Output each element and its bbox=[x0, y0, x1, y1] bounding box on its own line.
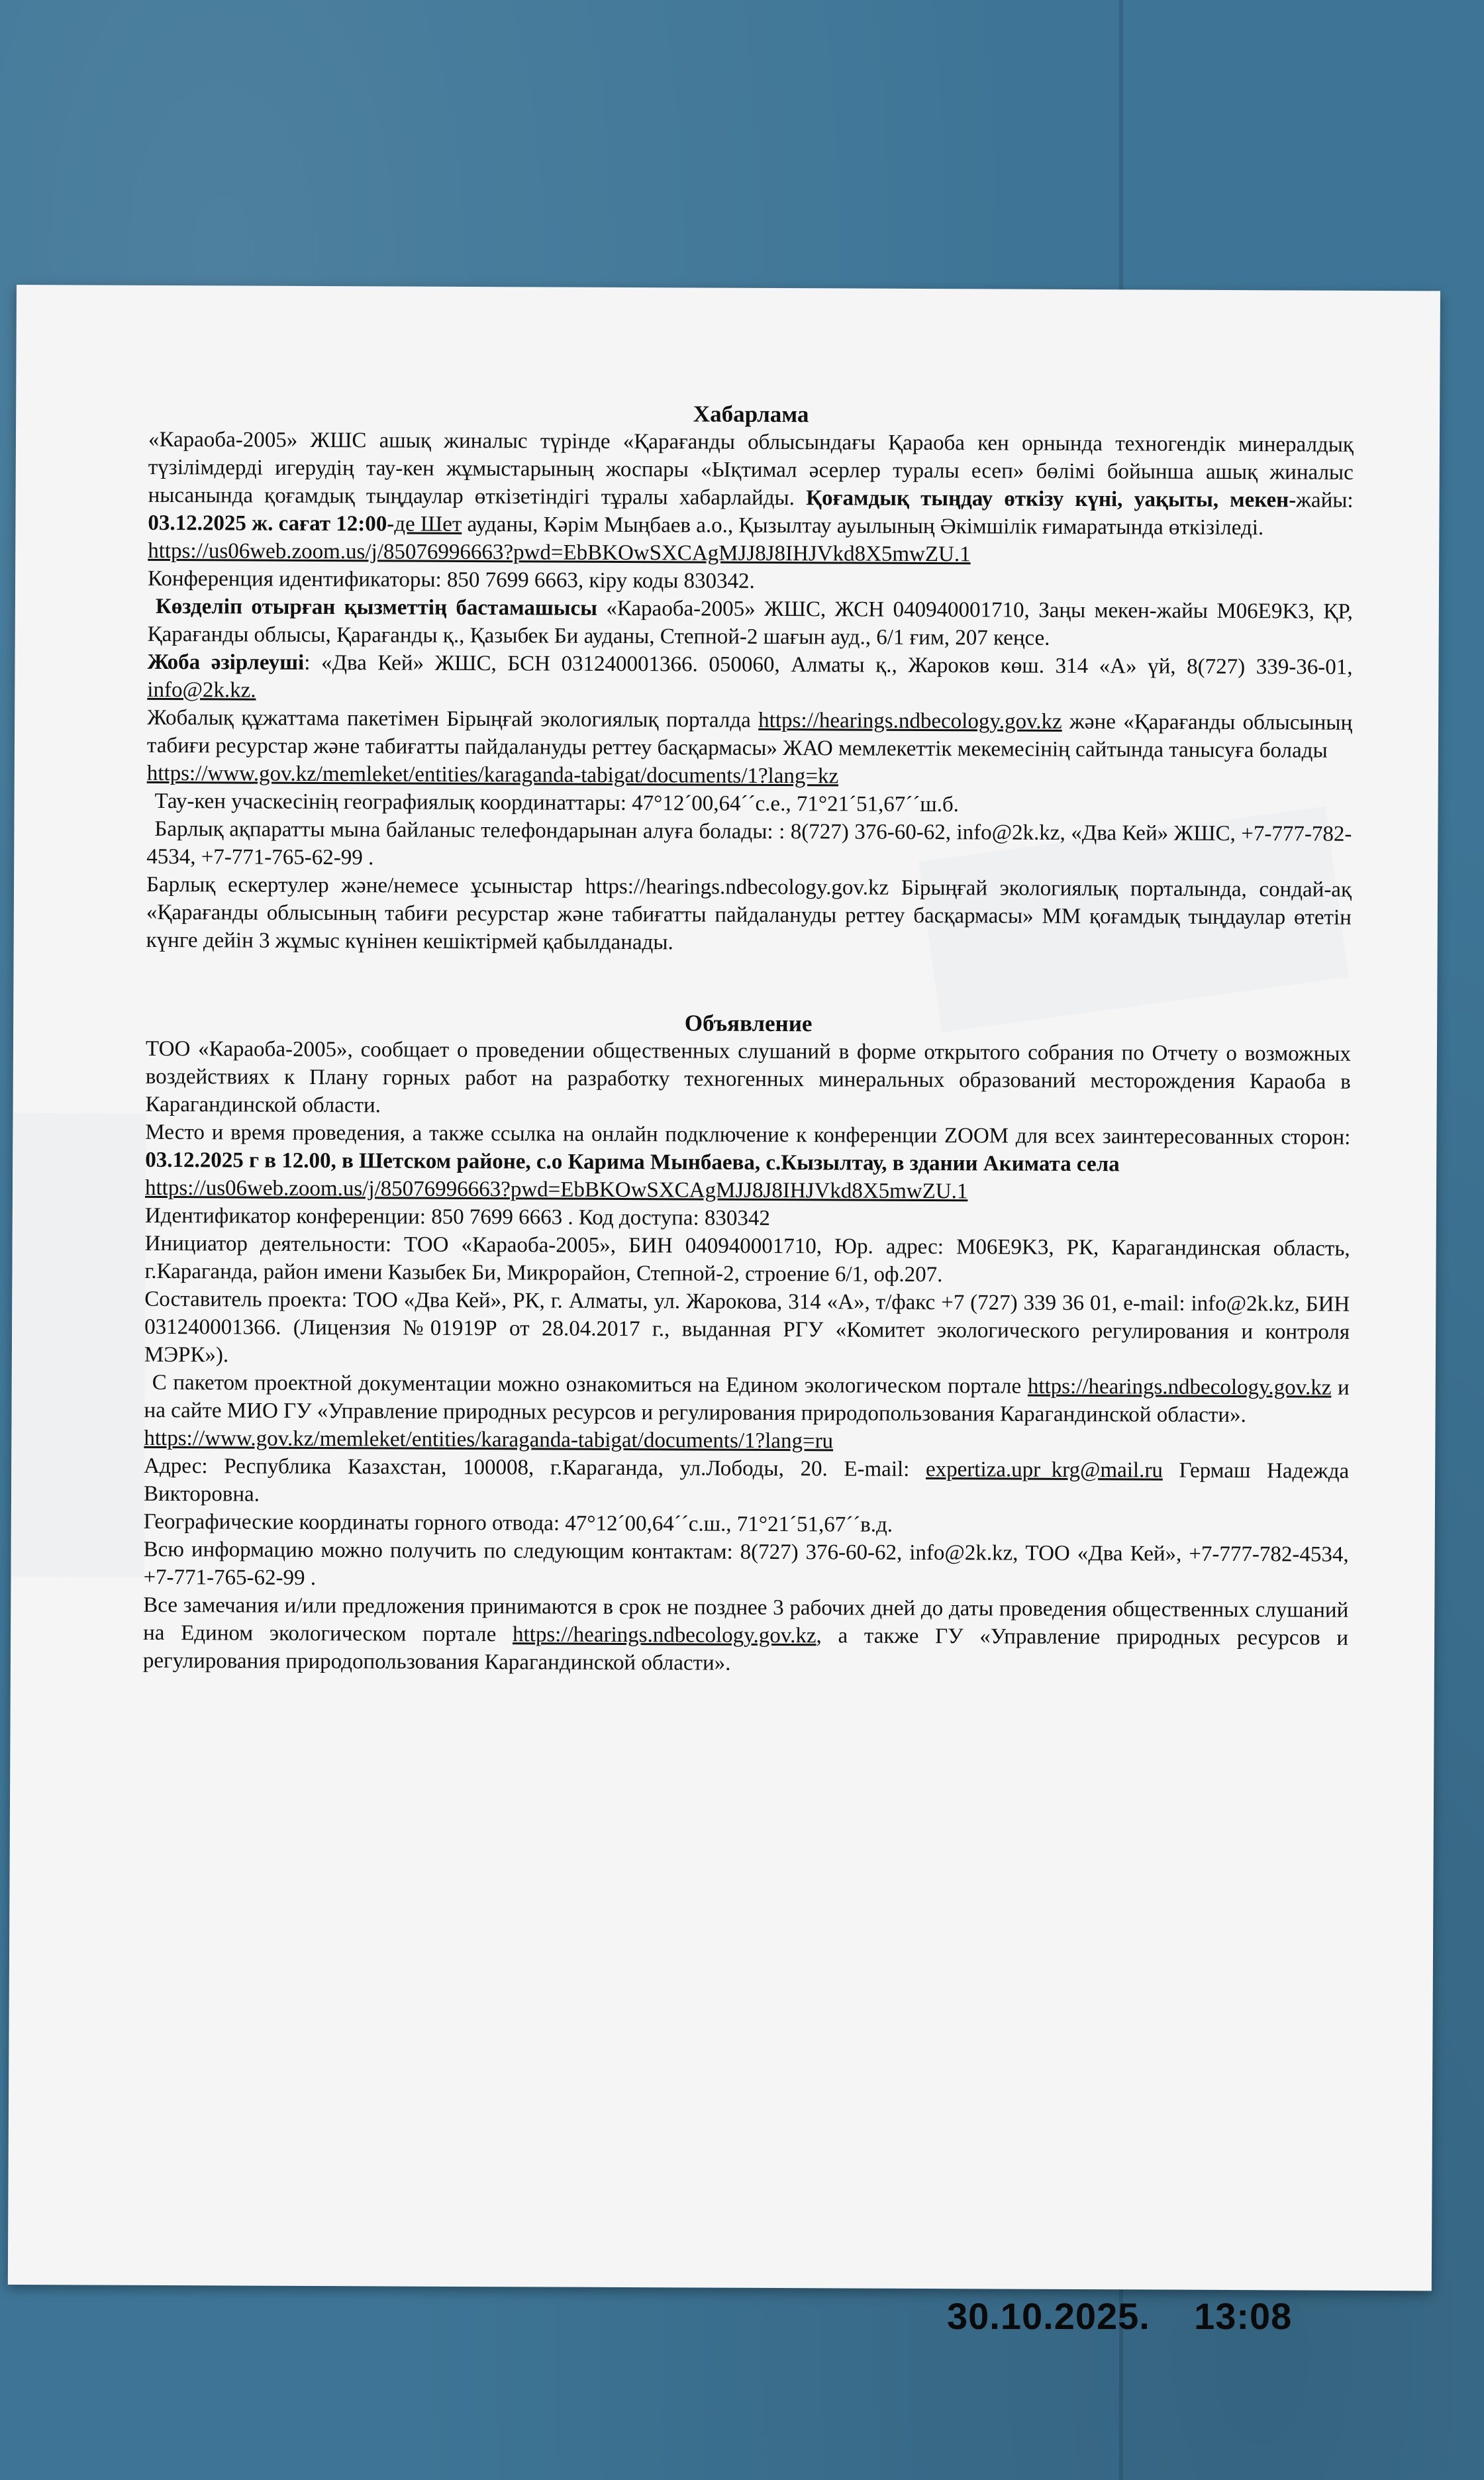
ru-remarks: Все замечания и/или предложения принимаются в срок не позднее 3 рабочих дней до даты проведения общественных слушаний на Едином экологическом портале https://hearings.ndbecology.gov.kz, а также ГУ «Управление природных ресурсов и регулирования природопользования Карагандинской области». bbox=[142, 1593, 1349, 1675]
ru-initiator: Инициатор деятельности: ТОО «Караоба-2005», БИН 040940001710, Юр. адрес: M06E9K3, РК, Карагандинская область, г.Караганда, район имени Казыбек Би, Микрорайон, Степной-2, строение 6/1, оф.207. bbox=[144, 1231, 1350, 1287]
ru-contacts: Всю информацию можно получить по следующим контактам: 8(727) 376-60-62, info@2k.kz, ТОО «Два Кей», +7-777-782-4534, +7-771-765-62-99 . bbox=[143, 1537, 1349, 1590]
photo-time: 13:08 bbox=[1194, 2295, 1293, 2337]
ru-docs-link[interactable]: https://hearings.ndbecology.gov.kz bbox=[1027, 1374, 1332, 1400]
kz-developer: Жоба әзірлеуші: «Два Кей» ЖШС, БСН 031240001366. 050060, Алматы қ., Жароков көш. 314 «А» үй, 8(727) 339-36-01, info@2k.kz. bbox=[147, 650, 1353, 703]
ru-remarks-link[interactable]: https://hearings.ndbecology.gov.kz bbox=[512, 1622, 816, 1648]
kz-developer-email[interactable]: info@2k.kz. bbox=[147, 677, 256, 703]
ru-docs: С пакетом проектной документации можно ознакомиться на Едином экологическом портале https://hearings.ndbecology.gov.kz и на сайте МИО ГУ «Управление природных ресурсов и регулирования природопользования Карагандинской области». bbox=[144, 1370, 1350, 1428]
section-gap bbox=[146, 954, 1351, 1013]
notice-paper bbox=[8, 285, 1440, 2291]
kz-portal: Жобалық құжаттама пакетімен Бірыңғай экологиялық порталда https://hearings.ndbecology.gov.kz және «Қарағанды облысының табиғи ресурстар және табиғатты пайдалануды реттеу басқармасы» ЖАО мемлекеттік мекемесінің сайтында танысуға болады bbox=[146, 705, 1353, 763]
kz-zoom-link[interactable]: https://us06web.zoom.us/j/85076996663?pwd=EbBKOwSXCAgMJJ8J8IHJVkd8X5mwZU.1 bbox=[148, 538, 971, 567]
ru-paragraph-intro: ТОО «Караоба-2005», сообщает о проведении общественных слушаний в форме открытого собрания по Отчету о возможных воздействиях к Плану горных работ на разработку техногенных минеральных образований месторождения Караоба в Карагандинской области. bbox=[145, 1036, 1352, 1118]
ru-place-time: Место и время проведения, а также ссылка на онлайн подключение к конференции ZOOM для всех заинтересованных сторон: 03.12.2025 г в 12.00, в Шетском районе, с.о Карима Мынбаева, с.Кызылтау, в здании Акимата села bbox=[145, 1120, 1351, 1177]
kz-coordinates: Тау-кен учаскесінің географиялық координаттары: 47°12´00,64´´с.е., 71°21´51,67´´ш.б. bbox=[154, 789, 960, 817]
ru-address: Адрес: Республика Казахстан, 100008, г.Караганда, ул.Лободы, 20. E-mail: expertiza.upr_krg@mail.ru Гермаш Надежда Викторовна. bbox=[143, 1454, 1350, 1507]
photo-timestamp bbox=[947, 2295, 1292, 2338]
tape-strip bbox=[11, 1113, 146, 1578]
ru-zoom-link[interactable]: https://us06web.zoom.us/j/85076996663?pwd=EbBKOwSXCAgMJJ8J8IHJVkd8X5mwZU.1 bbox=[144, 1175, 968, 1204]
ru-coordinates: Географические координаты горного отвода: 47°12´00,64´´с.ш., 71°21´51,67´´в.д. bbox=[143, 1509, 893, 1537]
kz-portal-link[interactable]: https://hearings.ndbecology.gov.kz bbox=[758, 708, 1062, 734]
kz-initiator: Көзделіп отырған қызметтің бастамашысы «Караоба-2005» ЖШС, ЖСН 040940001710, Заңы мекен-жайы M06E9K3, ҚР, Қарағанды облысы, Қарағанды қ., Қазыбек Би ауданы, Степной-2 шағын ауд., 6/1 ғим, 207 кеңсе. bbox=[147, 594, 1353, 650]
ru-address-email[interactable]: expertiza.upr_krg@mail.ru bbox=[925, 1458, 1163, 1483]
kz-gov-link[interactable]: https://www.gov.kz/memleket/entities/karaganda-tabigat/documents/1?lang=kz bbox=[146, 761, 839, 789]
kz-contacts: Барлық ақпаратты мына байланыс телефондарынан алуға болады: : 8(727) 376-60-62, info@2k.kz, «Два Кей» ЖШС, +7-777-782-4534, +7-771-765-62-99 . bbox=[146, 817, 1352, 870]
ru-gov-link[interactable]: https://www.gov.kz/memleket/entities/karaganda-tabigat/documents/1?lang=ru bbox=[144, 1426, 834, 1454]
photo-date: 30.10.2025. bbox=[947, 2295, 1150, 2337]
ru-developer: Составитель проекта: ТОО «Два Кей», РК, г. Алматы, ул. Жарокова, 314 «А», т/факс +7 (727) 339 36 01, e-mail: info@2k.kz, БИН 031240001366. (Лицензия №01919Р от 28.04.2017 г., выданная РГУ «Комитет экологического регулирования и контроля МЭРК»). bbox=[144, 1287, 1350, 1367]
kz-paragraph-intro: «Караоба-2005» ЖШС ашық жиналыс түрінде «Қарағанды облысындағы Қараоба кен орнында техногендік минералдық түзілімдерді игерудің тау-кен жұмыстарының жоспары «Ықтимал әсерлер туралы есеп» бөлімі бойынша ашық жиналыс нысанында қоғамдық тыңдаулар өткізетіндігі тұралы хабарлайды. Қоғамдық тыңдау өткізу күні, уақыты, мекен-жайы: 03.12.2025 ж. сағат 12:00-де Шет ауданы, Кәрім Мыңбаев а.о., Қызылтау ауылының Әкімшілік ғимаратында өткізіледі. bbox=[148, 427, 1354, 540]
kz-conference-id: Конференция идентификаторы: 850 7699 6663, кіру коды 830342. bbox=[147, 566, 755, 593]
ru-title: Объявление bbox=[684, 1010, 813, 1037]
notice-content bbox=[143, 398, 1354, 1680]
ru-conference-id: Идентификатор конференции: 850 7699 6663 . Код доступа: 830342 bbox=[144, 1203, 770, 1230]
kz-remarks: Барлық ескертулер және/немесе ұсыныстар https://hearings.ndbecology.gov.kz Бірыңғай экологиялық порталында, сондай-ақ «Қарағанды облысының табиғи ресурстар және табиғатты пайдалануды реттеу басқармасы» ММ қоғамдық тыңдаулар өтетін күнге дейін 3 жұмыс күнінен кешіктірмей қабылданады. bbox=[146, 872, 1352, 955]
kz-title: Хабарлама bbox=[693, 401, 809, 428]
